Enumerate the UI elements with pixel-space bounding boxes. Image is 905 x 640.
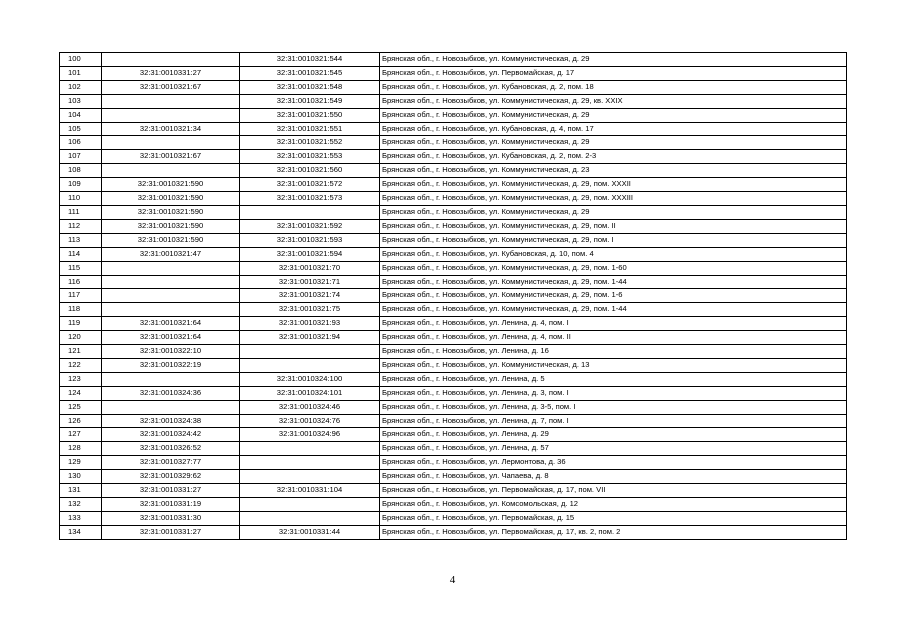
parcel-cadastral-number-cell [102, 303, 240, 317]
object-cadastral-number-cell [240, 442, 380, 456]
object-cadastral-number-cell [240, 456, 380, 470]
table-row [60, 178, 847, 192]
table-row [60, 219, 847, 233]
address-cell: Брянская обл., г. Новозыбков, ул. Первомайская, д. 15 [380, 511, 847, 525]
table-row [60, 94, 847, 108]
object-cadastral-number-cell: 32:31:0010331:104 [240, 484, 380, 498]
object-cadastral-number-cell: 32:31:0010321:551 [240, 122, 380, 136]
page-number: 4 [449, 574, 456, 586]
address-cell: Брянская обл., г. Новозыбков, ул. Комсомольская, д. 12 [380, 498, 847, 512]
address-cell: Брянская обл., г. Новозыбков, ул. Коммунистическая, д. 29, пом. 1-6 [380, 289, 847, 303]
row-number-cell: 127 [60, 428, 102, 442]
parcel-cadastral-number-cell: 32:31:0010321:590 [102, 205, 240, 219]
address-cell: Брянская обл., г. Новозыбков, ул. Коммунистическая, д. 29, пом. 1-60 [380, 261, 847, 275]
object-cadastral-number-cell [240, 511, 380, 525]
parcel-cadastral-number-cell: 32:31:0010321:67 [102, 80, 240, 94]
row-number-cell: 134 [60, 525, 102, 539]
row-number-cell: 123 [60, 372, 102, 386]
registry-table-body [60, 53, 847, 540]
object-cadastral-number-cell: 32:31:0010324:96 [240, 428, 380, 442]
address-cell: Брянская обл., г. Новозыбков, ул. Ленина, д. 3-5, пом. I [380, 400, 847, 414]
row-number-cell: 129 [60, 456, 102, 470]
table-row [60, 484, 847, 498]
address-cell: Брянская обл., г. Новозыбков, ул. Коммунистическая, д. 29, кв. XXIX [380, 94, 847, 108]
address-cell: Брянская обл., г. Новозыбков, ул. Ленина, д. 4, пом. II [380, 331, 847, 345]
parcel-cadastral-number-cell [102, 372, 240, 386]
parcel-cadastral-number-cell: 32:31:0010321:590 [102, 219, 240, 233]
object-cadastral-number-cell [240, 358, 380, 372]
parcel-cadastral-number-cell: 32:31:0010321:590 [102, 233, 240, 247]
object-cadastral-number-cell [240, 345, 380, 359]
parcel-cadastral-number-cell: 32:31:0010322:10 [102, 345, 240, 359]
table-row [60, 470, 847, 484]
table-row [60, 345, 847, 359]
row-number-cell: 122 [60, 358, 102, 372]
row-number-cell: 109 [60, 178, 102, 192]
address-cell: Брянская обл., г. Новозыбков, ул. Ленина, д. 3, пом. I [380, 386, 847, 400]
table-row [60, 275, 847, 289]
address-cell: Брянская обл., г. Новозыбков, ул. Ленина, д. 7, пом. I [380, 414, 847, 428]
object-cadastral-number-cell: 32:31:0010321:560 [240, 164, 380, 178]
object-cadastral-number-cell: 32:31:0010321:548 [240, 80, 380, 94]
row-number-cell: 100 [60, 53, 102, 67]
parcel-cadastral-number-cell: 32:31:0010331:27 [102, 66, 240, 80]
address-cell: Брянская обл., г. Новозыбков, ул. Коммунистическая, д. 29 [380, 108, 847, 122]
parcel-cadastral-number-cell: 32:31:0010321:590 [102, 192, 240, 206]
row-number-cell: 132 [60, 498, 102, 512]
property-registry-table [59, 52, 847, 540]
row-number-cell: 133 [60, 511, 102, 525]
parcel-cadastral-number-cell: 32:31:0010324:36 [102, 386, 240, 400]
address-cell: Брянская обл., г. Новозыбков, ул. Коммунистическая, д. 29, пом. XXXIII [380, 192, 847, 206]
row-number-cell: 113 [60, 233, 102, 247]
address-cell: Брянская обл., г. Новозыбков, ул. Коммунистическая, д. 29 [380, 205, 847, 219]
row-number-cell: 128 [60, 442, 102, 456]
parcel-cadastral-number-cell: 32:31:0010331:27 [102, 484, 240, 498]
row-number-cell: 130 [60, 470, 102, 484]
table-row [60, 442, 847, 456]
object-cadastral-number-cell: 32:31:0010331:44 [240, 525, 380, 539]
parcel-cadastral-number-cell: 32:31:0010329:62 [102, 470, 240, 484]
parcel-cadastral-number-cell: 32:31:0010322:19 [102, 358, 240, 372]
table-row [60, 53, 847, 67]
object-cadastral-number-cell [240, 498, 380, 512]
row-number-cell: 117 [60, 289, 102, 303]
table-row [60, 80, 847, 94]
table-row [60, 205, 847, 219]
parcel-cadastral-number-cell [102, 275, 240, 289]
address-cell: Брянская обл., г. Новозыбков, ул. Коммунистическая, д. 29, пом. 1-44 [380, 303, 847, 317]
row-number-cell: 125 [60, 400, 102, 414]
parcel-cadastral-number-cell [102, 400, 240, 414]
address-cell: Брянская обл., г. Новозыбков, ул. Коммунистическая, д. 29, пом. I [380, 233, 847, 247]
address-cell: Брянская обл., г. Новозыбков, ул. Первомайская, д. 17, пом. VII [380, 484, 847, 498]
parcel-cadastral-number-cell: 32:31:0010321:67 [102, 150, 240, 164]
parcel-cadastral-number-cell [102, 261, 240, 275]
table-row [60, 261, 847, 275]
row-number-cell: 103 [60, 94, 102, 108]
row-number-cell: 120 [60, 331, 102, 345]
address-cell: Брянская обл., г. Новозыбков, ул. Чапаева, д. 8 [380, 470, 847, 484]
address-cell: Брянская обл., г. Новозыбков, ул. Ленина, д. 4, пом. I [380, 317, 847, 331]
row-number-cell: 121 [60, 345, 102, 359]
table-row [60, 150, 847, 164]
parcel-cadastral-number-cell: 32:31:0010327:77 [102, 456, 240, 470]
row-number-cell: 124 [60, 386, 102, 400]
address-cell: Брянская обл., г. Новозыбков, ул. Первомайская, д. 17 [380, 66, 847, 80]
address-cell: Брянская обл., г. Новозыбков, ул. Коммунистическая, д. 29 [380, 136, 847, 150]
object-cadastral-number-cell: 32:31:0010321:94 [240, 331, 380, 345]
address-cell: Брянская обл., г. Новозыбков, ул. Коммунистическая, д. 29, пом. XXXII [380, 178, 847, 192]
object-cadastral-number-cell: 32:31:0010324:100 [240, 372, 380, 386]
object-cadastral-number-cell [240, 470, 380, 484]
address-cell: Брянская обл., г. Новозыбков, ул. Коммунистическая, д. 29, пом. II [380, 219, 847, 233]
table-row [60, 456, 847, 470]
parcel-cadastral-number-cell: 32:31:0010321:47 [102, 247, 240, 261]
object-cadastral-number-cell: 32:31:0010321:71 [240, 275, 380, 289]
parcel-cadastral-number-cell [102, 289, 240, 303]
object-cadastral-number-cell: 32:31:0010321:592 [240, 219, 380, 233]
address-cell: Брянская обл., г. Новозыбков, ул. Первомайская, д. 17, кв. 2, пом. 2 [380, 525, 847, 539]
table-row [60, 66, 847, 80]
row-number-cell: 101 [60, 66, 102, 80]
object-cadastral-number-cell: 32:31:0010321:553 [240, 150, 380, 164]
parcel-cadastral-number-cell [102, 108, 240, 122]
object-cadastral-number-cell: 32:31:0010321:544 [240, 53, 380, 67]
row-number-cell: 104 [60, 108, 102, 122]
row-number-cell: 114 [60, 247, 102, 261]
table-row [60, 289, 847, 303]
table-row [60, 400, 847, 414]
object-cadastral-number-cell: 32:31:0010321:593 [240, 233, 380, 247]
row-number-cell: 106 [60, 136, 102, 150]
object-cadastral-number-cell: 32:31:0010321:549 [240, 94, 380, 108]
object-cadastral-number-cell: 32:31:0010324:101 [240, 386, 380, 400]
table-row [60, 317, 847, 331]
table-row [60, 525, 847, 539]
parcel-cadastral-number-cell: 32:31:0010331:30 [102, 511, 240, 525]
object-cadastral-number-cell: 32:31:0010321:93 [240, 317, 380, 331]
table-row [60, 498, 847, 512]
table-row [60, 303, 847, 317]
table-row [60, 122, 847, 136]
address-cell: Брянская обл., г. Новозыбков, ул. Кубановская, д. 4, пом. 17 [380, 122, 847, 136]
address-cell: Брянская обл., г. Новозыбков, ул. Ленина, д. 57 [380, 442, 847, 456]
object-cadastral-number-cell: 32:31:0010321:70 [240, 261, 380, 275]
row-number-cell: 107 [60, 150, 102, 164]
table-row [60, 136, 847, 150]
table-row [60, 428, 847, 442]
parcel-cadastral-number-cell [102, 53, 240, 67]
table-row [60, 414, 847, 428]
parcel-cadastral-number-cell [102, 94, 240, 108]
address-cell: Брянская обл., г. Новозыбков, ул. Лермонтова, д. 36 [380, 456, 847, 470]
parcel-cadastral-number-cell: 32:31:0010324:38 [102, 414, 240, 428]
parcel-cadastral-number-cell: 32:31:0010321:34 [102, 122, 240, 136]
row-number-cell: 111 [60, 205, 102, 219]
parcel-cadastral-number-cell: 32:31:0010331:19 [102, 498, 240, 512]
table-row [60, 233, 847, 247]
table-row [60, 331, 847, 345]
address-cell: Брянская обл., г. Новозыбков, ул. Ленина, д. 5 [380, 372, 847, 386]
row-number-cell: 112 [60, 219, 102, 233]
address-cell: Брянская обл., г. Новозыбков, ул. Ленина, д. 16 [380, 345, 847, 359]
object-cadastral-number-cell: 32:31:0010324:46 [240, 400, 380, 414]
row-number-cell: 118 [60, 303, 102, 317]
table-row [60, 372, 847, 386]
table-row [60, 164, 847, 178]
address-cell: Брянская обл., г. Новозыбков, ул. Коммунистическая, д. 23 [380, 164, 847, 178]
address-cell: Брянская обл., г. Новозыбков, ул. Коммунистическая, д. 13 [380, 358, 847, 372]
row-number-cell: 126 [60, 414, 102, 428]
address-cell: Брянская обл., г. Новозыбков, ул. Коммунистическая, д. 29, пом. 1-44 [380, 275, 847, 289]
row-number-cell: 102 [60, 80, 102, 94]
object-cadastral-number-cell: 32:31:0010321:75 [240, 303, 380, 317]
row-number-cell: 115 [60, 261, 102, 275]
object-cadastral-number-cell: 32:31:0010321:594 [240, 247, 380, 261]
address-cell: Брянская обл., г. Новозыбков, ул. Кубановская, д. 2, пом. 18 [380, 80, 847, 94]
row-number-cell: 116 [60, 275, 102, 289]
row-number-cell: 131 [60, 484, 102, 498]
table-row [60, 247, 847, 261]
address-cell: Брянская обл., г. Новозыбков, ул. Кубановская, д. 10, пом. 4 [380, 247, 847, 261]
row-number-cell: 110 [60, 192, 102, 206]
address-cell: Брянская обл., г. Новозыбков, ул. Коммунистическая, д. 29 [380, 53, 847, 67]
parcel-cadastral-number-cell: 32:31:0010321:64 [102, 317, 240, 331]
address-cell: Брянская обл., г. Новозыбков, ул. Кубановская, д. 2, пом. 2-3 [380, 150, 847, 164]
table-row [60, 192, 847, 206]
object-cadastral-number-cell: 32:31:0010321:74 [240, 289, 380, 303]
object-cadastral-number-cell: 32:31:0010321:545 [240, 66, 380, 80]
object-cadastral-number-cell: 32:31:0010324:76 [240, 414, 380, 428]
table-row [60, 511, 847, 525]
object-cadastral-number-cell: 32:31:0010321:573 [240, 192, 380, 206]
row-number-cell: 108 [60, 164, 102, 178]
row-number-cell: 105 [60, 122, 102, 136]
address-cell: Брянская обл., г. Новозыбков, ул. Ленина, д. 29 [380, 428, 847, 442]
parcel-cadastral-number-cell: 32:31:0010331:27 [102, 525, 240, 539]
object-cadastral-number-cell: 32:31:0010321:572 [240, 178, 380, 192]
parcel-cadastral-number-cell: 32:31:0010321:590 [102, 178, 240, 192]
object-cadastral-number-cell [240, 205, 380, 219]
table-row [60, 358, 847, 372]
object-cadastral-number-cell: 32:31:0010321:552 [240, 136, 380, 150]
table-row [60, 108, 847, 122]
parcel-cadastral-number-cell [102, 164, 240, 178]
parcel-cadastral-number-cell: 32:31:0010326:52 [102, 442, 240, 456]
table-row [60, 386, 847, 400]
parcel-cadastral-number-cell: 32:31:0010321:64 [102, 331, 240, 345]
parcel-cadastral-number-cell [102, 136, 240, 150]
object-cadastral-number-cell: 32:31:0010321:550 [240, 108, 380, 122]
row-number-cell: 119 [60, 317, 102, 331]
parcel-cadastral-number-cell: 32:31:0010324:42 [102, 428, 240, 442]
